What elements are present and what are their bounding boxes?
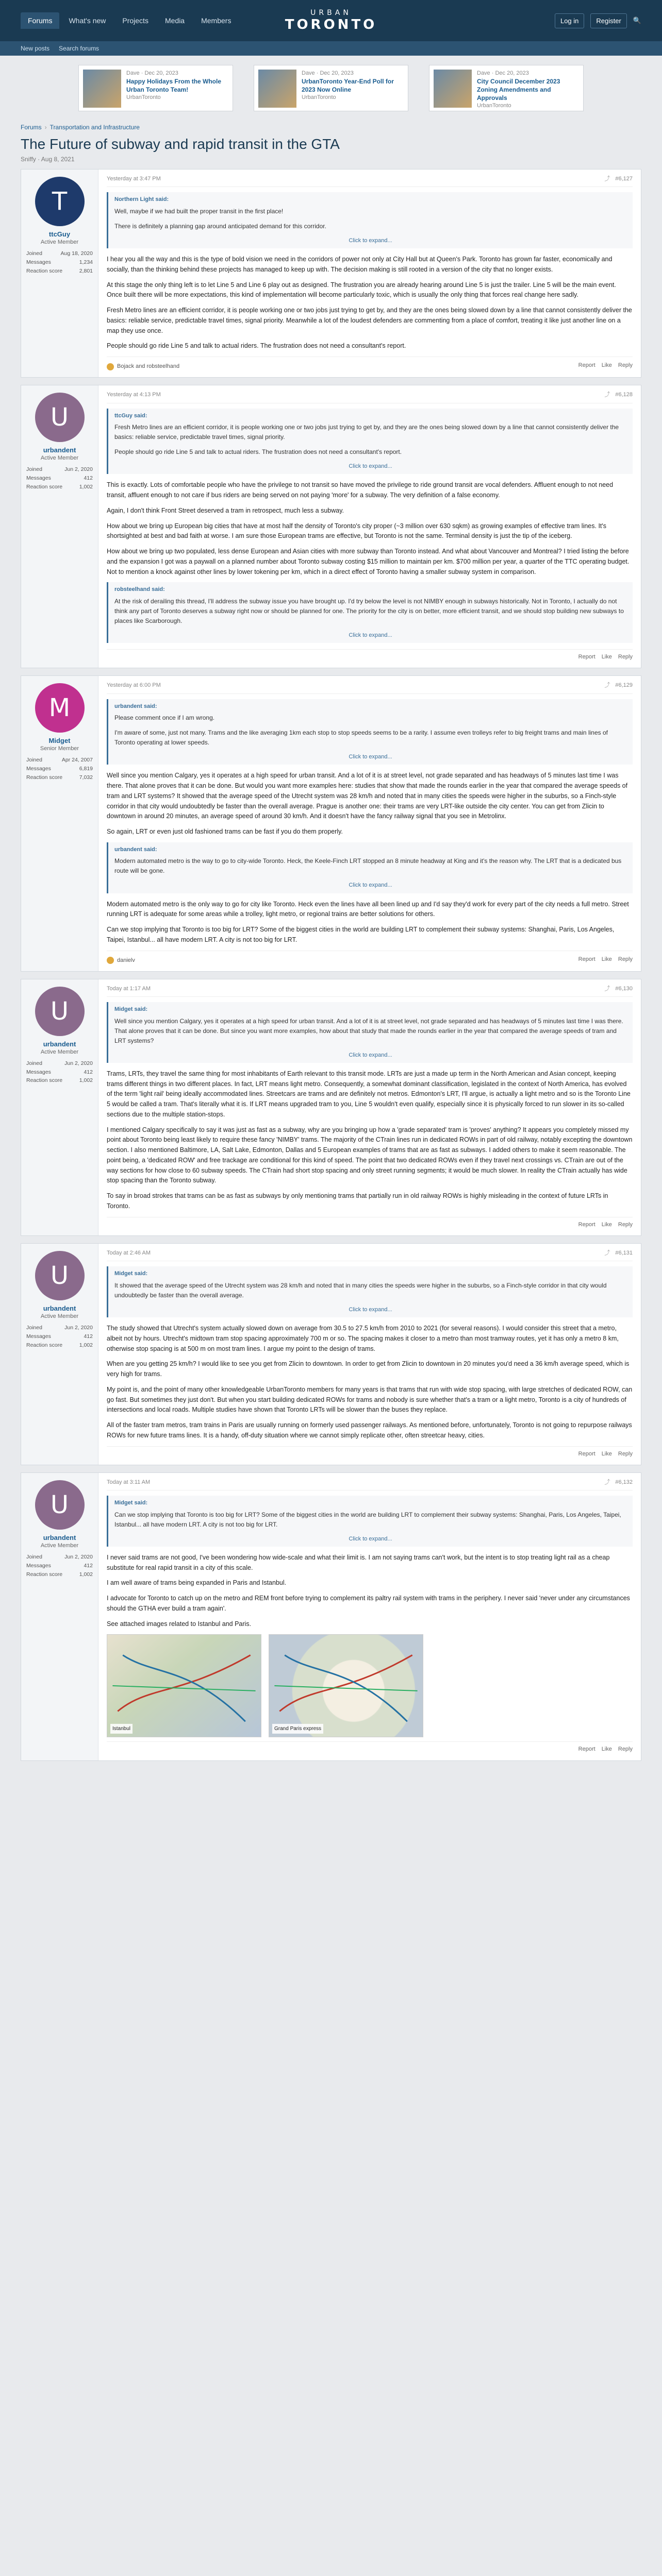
post [21,1243,641,1465]
click-to-expand[interactable]: Click to expand... [349,1052,392,1058]
post [21,979,641,1236]
post-date[interactable]: Yesterday at 3:47 PM [107,176,161,182]
avatar[interactable]: U [35,1480,85,1530]
quote-author[interactable]: Northern Light said: [114,196,169,203]
stat-label: Messages [26,1333,51,1340]
stat-label: Reaction score [26,267,63,274]
post-paragraph: I mentioned Calgary specifically to say it was just as fast as a subway, why are you bringing up how a 'grade separated' tram is 'proves' anything? It appears you completely missed my point about Toronto being least likely to require these fancy 'NIMBY' trams. The majority of the CTrain lines run in dedicated ROWs in part of old railway, notably excepting the downtown section. I also mentioned Baltimore, LA, Salt Lake, Edmonton, Dallas and 5 European examples of trams that are as fast as subways. I added others to make it seem reasonable. The point being, a 'dedicated ROW' and free trackage are conditional for this kind of speed. The point that two dedicated ROWs even if they travel next crossings vs. CTrain are out of the way sections for how close to 60 subway speeds. The CTrain had short stop spacing and only street running segments; it would be much slower. In reality the CTrain actually has wide stop spacing than the Toronto subway. [107,1126,633,1184]
log-in-button[interactable]: Log in [555,13,584,28]
quote-text: Fresh Metro lines are an efficient corridor, it is people working one or two jobs just trying to get by, and they are the ones being slowed down by a line that cannot consistently deliver the basics: reliable service, predictable travel times, signal priority. [114,423,619,441]
post-paragraph: Can we stop implying that Toronto is too big for LRT? Some of the biggest cities in the world are building LRT to complement their subway systems: Shanghai, Paris, Los Angeles, Taipei, Istanbul... all have modern LRT. A city is not too big for LRT. [107,926,615,943]
reply-link[interactable]: Reply [618,1746,633,1753]
post [21,675,641,972]
ad-title[interactable]: UrbanToronto Year-End Poll for 2023 Now Online [302,77,394,94]
ad-source: UrbanToronto [302,94,336,101]
stat-label: Messages [26,1069,51,1075]
stat-value: Jun 2, 2020 [64,1553,93,1560]
post-header [107,1249,633,1261]
nav-tab-whats-new[interactable]: What's new [69,16,106,25]
report-link[interactable]: Report [578,1746,595,1753]
report-link[interactable]: Report [578,1221,595,1228]
stat-value: 1,002 [79,1077,93,1084]
quote-text: There is definitely a planning gap around anticipated demand for this corridor. [114,222,326,230]
post-footer [107,649,633,662]
post-header-actions [604,391,633,399]
post-paragraph: Again, I don't think Front Street deserved a tram in retrospect, much less a subway. [107,506,344,514]
map-lines [107,1635,261,1737]
post-footer [107,951,633,965]
author-stat-row [26,756,93,765]
post-header-actions [604,1249,633,1258]
reply-link[interactable]: Reply [618,362,633,369]
share-icon[interactable]: ⤴ [604,1250,610,1256]
post-paragraph: To say in broad strokes that trams can be as fast as subways by only mentioning trams that partially run in old railway ROWs is highly misleading in the context of future LRTs in Toronto. [107,1192,608,1210]
quote-text: Well since you mention Calgary, yes it operates at a high speed for urban transit. And a lot of it is at street level, not grade separated and has headways of 5 minutes last time I was there. That alone proves that it can be done. But since you want more examples, how about that study that made the rounds earlier in the year that compared the average speeds of tram and LRT systems? [114,1017,623,1044]
author-stat-row [26,465,93,474]
post-paragraph: At this stage the only thing left is to let Line 5 and Line 6 play out as designed. The frustration you are already hearing around Line 5 is just the trailer. Line 5 will be the main event. Once built there will be more expectations, this kind of implementation will become particularly toxic, which is usually the only thing that forces real change here sadly. [107,281,616,299]
stat-value: 412 [84,1562,93,1569]
author-stats [26,465,93,491]
subnav-new-posts[interactable]: New posts [21,45,50,52]
share-icon[interactable]: ⤴ [604,176,610,182]
post-author [21,979,98,1235]
avatar[interactable]: U [35,987,85,1036]
post-list [21,169,641,1761]
post-date[interactable]: Today at 3:11 AM [107,1479,151,1485]
author-stat-row [26,773,93,782]
quote-block [107,842,633,893]
ad-card[interactable] [78,65,233,111]
post-body [98,1244,641,1465]
stat-value: 412 [84,475,93,482]
reactions [107,956,135,965]
author-stats [26,1324,93,1349]
post-author [21,385,98,668]
search-icon[interactable]: 🔍 [633,16,641,24]
post-header-actions [604,985,633,993]
quote-author[interactable]: urbandent said: [114,703,157,709]
author-role: Active Member [40,239,79,245]
site-logo[interactable] [285,9,377,32]
post [21,385,641,668]
image-caption: Istanbul [110,1724,133,1734]
post-number[interactable]: #6,132 [615,1479,633,1485]
quote-block [107,192,633,248]
author-name[interactable]: Midget [48,737,71,745]
post-paragraph: Fresh Metro lines are an efficient corridor, it is people working one or two jobs just trying to get by, and they are the ones being slowed down by a line that cannot consistently deliver the basics: reliable service, predictable travel times, signal priority. Meanwhile a lot of the loudest defenders are commenting from a place of comfort, treating it like just another line on a map they use once. [107,307,632,334]
post-body [98,676,641,971]
breadcrumb [21,121,641,134]
share-icon[interactable]: ⤴ [604,392,610,398]
stat-value: Jun 2, 2020 [64,1060,93,1066]
breadcrumb-forums[interactable]: Forums [21,124,42,131]
post-paragraph: All of the faster tram metros, tram trains in Paris are usually running on formerly used passenger railways. As mentioned before, unfortunately, Toronto is not going to repurpose railways ROWs for new future trams lines. It is a handy, off-duty situation where we cannot simply replicate other, often streetcar heavy, cities. [107,1421,632,1439]
post-paragraph: My point is, and the point of many other knowledgeable UrbanToronto members for many years is that trams that run with wide stop spacing, with large stretches of dedicated ROW, can go fast. But sometimes they just don't. But when you start building dedicated ROWs for trams and nobody is sure whether that's a tram or a light metro, Toronto is a city of hundreds of intersections and local roads. Multiple studies have shown that Toronto LRTs will be slower than the buses they replace. [107,1385,633,1414]
post-paragraph: This is exactly. Lots of comfortable people who have the privilege to not transit so have moved the privilege to ride ground transit are vocal defenders. Affluent enough to not need transit, affluent enough to not care if bus riders are being served on not paying 'more' for a subway. The very definition of a false economy. [107,481,614,499]
post-body [98,170,641,377]
post-number[interactable]: #6,130 [615,985,633,992]
author-name[interactable]: urbandent [43,1533,76,1541]
post-actions [578,653,633,662]
thread-meta: Sniffy · Aug 8, 2021 [21,156,75,163]
quote-block [107,1266,633,1317]
report-link[interactable]: Report [578,362,595,369]
quote-author[interactable]: urbandent said: [114,846,157,853]
ad-card[interactable] [429,65,584,111]
attachments-caption: See attached images related to Istanbul and Paris. [107,1620,252,1628]
post [21,1472,641,1761]
post-footer [107,1446,633,1459]
logo-line-2: TORONTO [285,17,377,32]
stat-label: Joined [26,250,42,257]
avatar[interactable]: U [35,1251,85,1300]
post-number[interactable]: #6,127 [615,176,633,182]
post-paragraph: I advocate for Toronto to catch up on the metro and REM front before trying to complement its paltry rail system with trams in the periphery. I never said 'never under any circumstances should the GTHA ever build a tram again'. [107,1595,630,1612]
post-paragraph: I never said trams are not good, I've been wondering how wide-scale and what their limit is. I am not saying trams can't work, but the intent is to stop treating light rail as a cheap substitute for real rapid transit in a city of this scale. [107,1553,610,1571]
report-link[interactable]: Report [578,1450,595,1457]
author-stat-row [26,1324,93,1332]
reply-link[interactable]: Reply [618,956,633,962]
author-stat-row [26,1553,93,1562]
header-actions [555,13,641,28]
ad-row [0,56,662,121]
author-stat-row [26,1068,93,1077]
quote-text: People should go ride Line 5 and talk to actual riders. The frustration does not need a consultant's report. [114,448,402,456]
post-author [21,1244,98,1465]
author-stat-row [26,474,93,483]
quote-text: I'm aware of some, just not many. Trams and the like averaging 1km each stop to stop speeds seems to be a rarity. I assume even trolleys refer to big freight trams and main lines of Toronto operating at lower speeds. [114,729,608,747]
post-date[interactable]: Yesterday at 6:00 PM [107,682,161,689]
ad-thumbnail [258,70,296,108]
post [21,169,641,378]
attached-map-image[interactable] [107,1634,261,1737]
ad-thumbnail [83,70,121,108]
reply-link[interactable]: Reply [618,1450,633,1457]
content-wrap [21,121,641,1761]
quote-author[interactable]: Midget said: [114,1006,148,1013]
post-header [107,1478,633,1490]
stat-label: Joined [26,466,42,473]
reaction-users[interactable]: Bojack and robsteelhand [117,363,180,370]
post-header [107,681,633,693]
post-date[interactable]: Today at 1:17 AM [107,985,151,992]
post-actions [578,1450,633,1459]
quote-author[interactable]: Midget said: [114,1270,148,1277]
click-to-expand[interactable]: Click to expand... [349,237,392,244]
stat-value: 1,002 [79,1342,93,1348]
author-stat-row [26,258,93,267]
ad-text [477,70,579,107]
post-body [98,979,641,1235]
author-role: Senior Member [40,745,79,752]
author-stats [26,249,93,275]
like-link[interactable]: Like [601,1746,612,1753]
stat-label: Joined [26,1553,42,1560]
author-role: Active Member [40,1048,79,1055]
author-name[interactable]: urbandent [43,446,76,454]
quote-text: Modern automated metro is the way to go to city-wide Toronto. Heck, the Keele-Finch LRT stopped an 8 minute headway at King and it's the reason why. The LRT that is a dedicated bus route will be gone. [114,857,622,875]
post-paragraph: I hear you all the way and this is the type of bold vision we need in the corridors of power not only at City Hall but at Queen's Park. Toronto has grown far faster, economically and socially, than the thinking behind these projects has managed to keep up with. The decision making is still rooted in a version of the city that no longer exists. [107,256,613,273]
post-number[interactable]: #6,131 [615,1250,633,1256]
post-header-actions [604,681,633,690]
post-footer [107,1217,633,1229]
ad-source: UrbanToronto [126,94,161,101]
reply-link[interactable]: Reply [618,1221,633,1228]
post-paragraph: How about we bring up European big cities that have at most half the density of Toronto's city proper (~3 million over 630 sqkm) as growing examples of effective tram lines. It's shortsighted at best and bad faith at worse. I am sure those European trams are effective, but Toronto is not the same. Terminal density is just the tip of the iceberg. [107,522,607,540]
stat-value: 412 [84,1333,93,1340]
click-to-expand[interactable]: Click to expand... [349,463,392,470]
breadcrumb-separator: › [44,124,47,131]
quote-author[interactable]: ttcGuy said: [114,412,147,419]
click-to-expand[interactable]: Click to expand... [349,632,392,638]
ad-card[interactable] [254,65,408,111]
ad-text [126,70,228,107]
stat-value: 1,234 [79,259,93,265]
logo-line-1: URBAN [310,9,352,17]
author-stat-row [26,483,93,492]
post-actions [578,361,633,370]
post-header-actions [604,1478,633,1487]
author-stat-row [26,1332,93,1341]
click-to-expand[interactable]: Click to expand... [349,753,392,760]
author-stat-row [26,1341,93,1350]
author-stat-row [26,267,93,276]
stat-label: Messages [26,259,51,265]
stat-label: Messages [26,1562,51,1569]
post-actions [578,1745,633,1754]
quote-author[interactable]: robsteelhand said: [114,586,165,593]
ad-meta: Dave · Dec 20, 2023 [302,70,354,76]
post-paragraph: So again, LRT or even just old fashioned trams can be fast if you do them properly. [107,828,343,836]
stat-value: 2,801 [79,267,93,274]
like-link[interactable]: Like [601,1450,612,1457]
post-body [98,1473,641,1760]
stat-label: Reaction score [26,484,63,490]
share-icon[interactable]: ⤴ [604,985,610,992]
report-link[interactable]: Report [578,956,595,962]
like-link[interactable]: Like [601,1221,612,1228]
thread-title: The Future of subway and rapid transit in the GTA [21,136,340,152]
nav-tab-members[interactable]: Members [201,16,231,25]
post-header-actions [604,175,633,183]
post-paragraph: Trams, LRTs, they travel the same thing for most inhabitants of Earth relevant to this transit mode. LRTs are just a made up term in the North American and Asian concept, keeping trams different things in two different places. In fact, LRT means light metro. Consequently, a somewhat dominant classification, legislated in the context of North America, has evolved of the term 'light rail' being ideally accommodated lines. Streetcars are trams and are definitely not metros. Edmonton's LRT, I'll argue, is actually a light metro and so is the Toronto Line 5 would be called a tram. That's literally what it is. If LRT means upgraded tram to you, Line 5 wouldn't even qualify, especially since it is physically forced to run slower in its so-called sections due to the multiple station-stops. [107,1070,631,1118]
post-date[interactable]: Today at 2:46 AM [107,1250,151,1256]
click-to-expand[interactable]: Click to expand... [349,882,392,889]
post-paragraph: Modern automated metro is the only way to go for city like Toronto. Heck even the lines have all been lined up and I'd say they'd work for every part of the city needs a full metro. Street running LRT is adequate for some areas while a trolley, light metro, or regional trains are better solutions for others. [107,900,629,918]
share-icon[interactable]: ⤴ [604,1479,610,1485]
author-role: Active Member [40,1313,79,1319]
quote-block [107,1496,633,1547]
post-author [21,676,98,971]
post-paragraph: People should go ride Line 5 and talk to actual riders. The frustration does not need a consultant's report. [107,342,406,350]
post-footer [107,1741,633,1754]
stat-value: 1,002 [79,1571,93,1578]
ad-text [302,70,404,107]
stat-value: 1,002 [79,484,93,490]
quote-block [107,582,633,643]
click-to-expand[interactable]: Click to expand... [349,1306,392,1313]
subnav-search-forums[interactable]: Search forums [59,45,100,52]
stat-label: Joined [26,757,42,764]
stat-value: 6,819 [79,766,93,772]
author-name[interactable]: ttcGuy [48,230,71,238]
ad-thumbnail [434,70,472,108]
sub-nav [0,41,662,56]
like-link[interactable]: Like [601,654,612,660]
stat-label: Reaction score [26,774,63,781]
author-role: Active Member [40,455,79,462]
post-paragraph: The study showed that Utrecht's system actually slowed down on average from 30.5 to 27.5 km/h from 2010 to 2021 (for several reasons). I would consider this street that a metro, albeit not by hours. Utrecht's midtown tram stop spacing approximately 700 m or so. The spacing makes it closer to a metro than most tramway routes, yet it has only a metro 8 km, otherwise stop spacing is at 500 m on most tram lines. I argue my point to the design of trams. [107,1325,619,1352]
post-date[interactable]: Yesterday at 4:13 PM [107,392,161,398]
stat-value: Apr 24, 2007 [61,757,93,764]
nav-tab-media[interactable]: Media [164,16,185,25]
stat-label: Reaction score [26,1571,63,1578]
post-paragraph: When are you getting 25 km/h? I would like to see you get from Zlicin to downtown. In order to get from Zlicin to downtown in 20 minutes you'd need a 36 km/h average speed, which is very high for trams. [107,1360,630,1378]
post-number[interactable]: #6,128 [615,392,633,398]
avatar[interactable]: T [35,177,85,226]
reply-link[interactable]: Reply [618,654,633,660]
quote-block [107,1002,633,1063]
ad-title[interactable]: City Council December 2023 Zoning Amendments and Approvals [477,77,560,102]
stat-value: Jun 2, 2020 [64,466,93,473]
post-paragraph: I am well aware of trams being expanded in Paris and Istanbul. [107,1579,287,1587]
author-role: Active Member [40,1542,79,1549]
quote-text: At the risk of derailing this thread, I'll address the subway issue you have brought up. I'd try below the level is not NIMBY enough in subways historically. Not in Toronto, I actually do not think any part of Toronto deserves a subway right now or should be planned for one. The priority for the city is on better, more efficient transit, and we should stop building new subways to places like Scarborough. [114,597,624,624]
author-stats [26,1553,93,1579]
quote-text: It showed that the average speed of the Utrecht system was 28 km/h and noted that in many cities the speeds were higher in the suburbs, so a Finch-style corridor in that city would undoubtedly be faster than the overall average. [114,1281,607,1299]
post-footer [107,357,633,371]
author-stats [26,756,93,782]
avatar[interactable]: M [35,683,85,733]
attached-images [107,1634,633,1737]
stat-label: Joined [26,1060,42,1066]
nav-tab-projects[interactable]: Projects [122,16,148,25]
ad-title[interactable]: Happy Holidays From the Whole Urban Toronto Team! [126,77,222,94]
post-author [21,170,98,377]
stat-label: Reaction score [26,1342,63,1348]
stat-label: Messages [26,475,51,482]
like-reaction-icon [107,363,114,370]
author-stat-row [26,249,93,258]
quote-text: Can we stop implying that Toronto is too big for LRT? Some of the biggest cities in the world are building LRT to complement their subway systems: Shanghai, Paris, Los Angeles, Taipei, Istanbul... all have modern LRT. A city is not too big for LRT. [114,1511,621,1528]
quote-text: Please comment once if I am wrong. [114,714,215,722]
image-caption: Grand Paris express [272,1724,323,1734]
post-header [107,391,633,403]
post-author [21,1473,98,1760]
like-reaction-icon [107,957,114,964]
click-to-expand[interactable]: Click to expand... [349,1535,392,1542]
quote-block [107,409,633,474]
post-header [107,175,633,187]
post-header [107,985,633,997]
report-link[interactable]: Report [578,654,595,660]
ad-meta: Dave · Dec 20, 2023 [477,70,529,76]
breadcrumb-section[interactable]: Transportation and Infrastructure [49,124,140,131]
author-stat-row [26,1076,93,1085]
stat-label: Messages [26,766,51,772]
ad-meta: Dave · Dec 20, 2023 [126,70,178,76]
reaction-users[interactable]: danielv [117,957,135,963]
ad-source: UrbanToronto [477,103,511,109]
register-button[interactable]: Register [590,13,626,28]
author-name[interactable]: urbandent [43,1304,76,1312]
like-link[interactable]: Like [601,362,612,369]
stat-label: Reaction score [26,1077,63,1084]
stat-label: Joined [26,1325,42,1331]
post-actions [578,955,633,964]
main-nav [21,12,238,29]
post-actions [578,1221,633,1229]
stat-value: 412 [84,1069,93,1075]
author-stat-row [26,765,93,773]
nav-tab-forums[interactable]: Forums [21,12,59,29]
map-lines [269,1635,423,1737]
quote-author[interactable]: Midget said: [114,1500,148,1506]
author-stat-row [26,1570,93,1579]
share-icon[interactable]: ⤴ [604,682,610,689]
post-body [98,385,641,668]
like-link[interactable]: Like [601,956,612,962]
quote-text: Well, maybe if we had built the proper transit in the first place! [114,207,284,215]
post-paragraph: How about we bring up two populated, less dense European and Asian cities with more subway than Toronto instead. And what about Vancouver and Montreal? I tried listing the before and the expansion I got was a paywall on a planned number about Toronto subway costing $15 million to maintain per km. $700 million per year, a quarter of the TTC operating budget. Not to mention a knock against other lines by lower tokening per km, which in a direct effect of Toronto having a smaller subway system in comparison. [107,548,630,575]
avatar[interactable]: U [35,393,85,442]
quote-block [107,699,633,765]
reactions [107,362,179,371]
stat-value: Aug 18, 2020 [60,250,93,257]
author-stat-row [26,1562,93,1570]
stat-value: 7,032 [79,774,93,781]
author-name[interactable]: urbandent [43,1040,76,1048]
site-header [0,0,662,41]
attached-map-image[interactable] [269,1634,423,1737]
author-stat-row [26,1059,93,1068]
post-paragraph: Well since you mention Calgary, yes it operates at a high speed for urban transit. And a lot of it is at street level, not grade separated and has headways of 5 minutes last time I was there. That alone proves that it can be done. But would you want more examples here: studies that show that made the rounds earlier in the year that compared the average speeds of tram and LRT systems? It showed that the average speed of the Utrecht system was 28 km/h and noted that in many cities the speeds were higher in the suburbs, so a Finch-style corridor in that city would undoubtedly be faster than the overall average. Prague is another one: their trams are very LRT-like outside the city center. You can get from Zlicin to downtown in around 20 minutes, an average speed of around 30 km/h. And it doesn't have the fancy railway signal that you see in Metrolinx. [107,772,628,820]
stat-value: Jun 2, 2020 [64,1325,93,1331]
author-stats [26,1059,93,1085]
post-number[interactable]: #6,129 [615,682,633,689]
